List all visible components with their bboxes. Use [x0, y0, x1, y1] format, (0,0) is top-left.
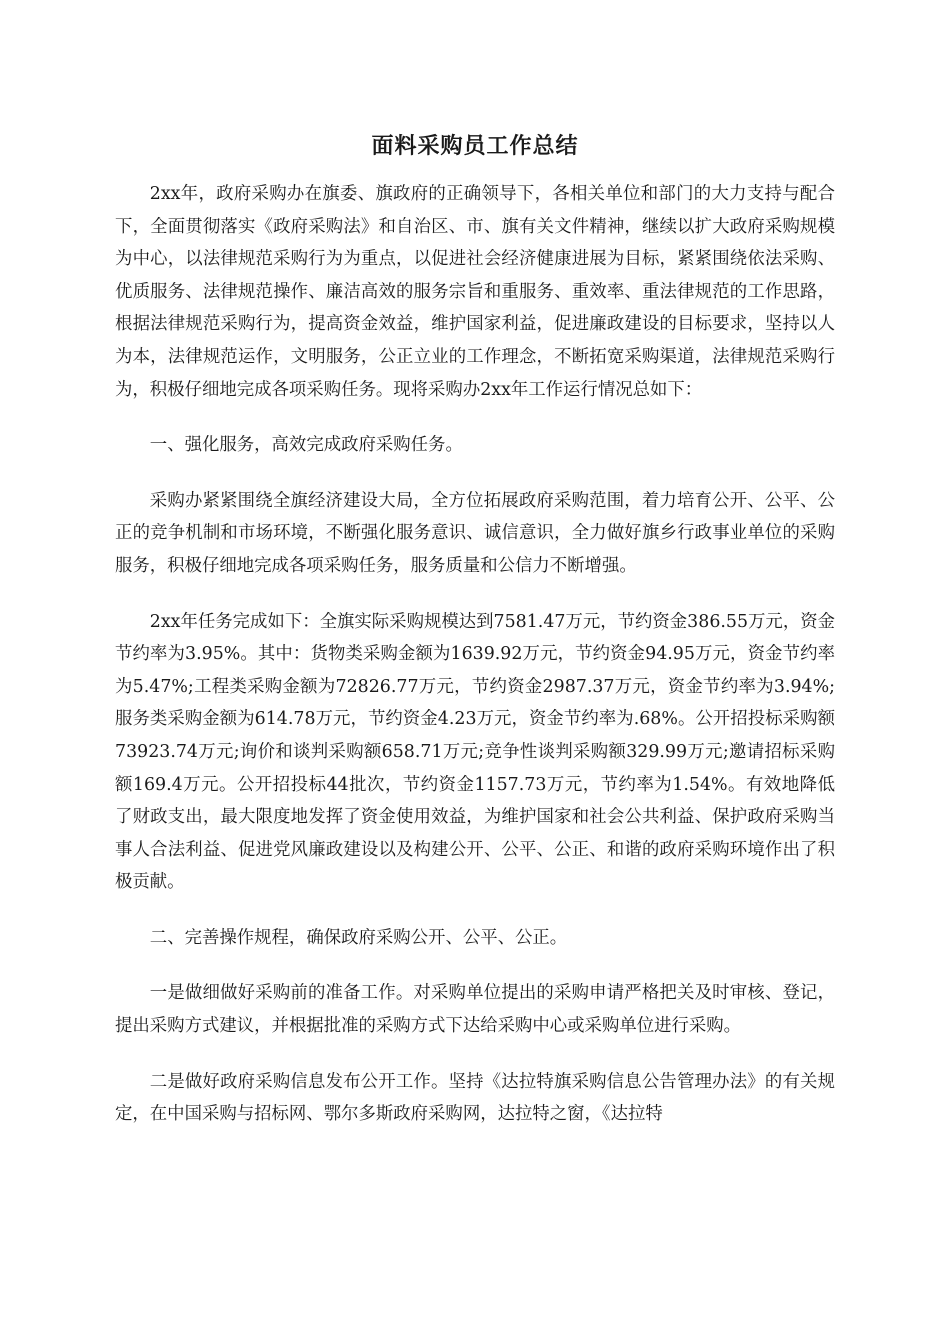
paragraph-intro: 2xx年，政府采购办在旗委、旗政府的正确领导下，各相关单位和部门的大力支持与配合下，全面贯彻落实《政府采购法》和自治区、市、旗有关文件精神，继续以扩大政府采购规模为中心，以法律规范采购行为为重点，以促进社会经济健康进展为目标，紧紧围绕依法采购、优质服务、法律规范操作、廉洁高效的服务宗旨和重服务、重效率、重法律规范的工作思路，根据法律规范采购行为，提高资金效益，维护国家利益，促进廉政建设的目标要求，坚持以人为本，法律规范运作，文明服务，公正立业的工作理念，不断拓宽采购渠道，法律规范采购行为，积极仔细地完成各项采购任务。现将采购办2xx年工作运行情况总如下： [115, 184, 835, 400]
paragraph-preparation: 一是做细做好采购前的准备工作。对采购单位提出的采购申请严格把关及时审核、登记，提出采购方式建议，并根据批准的采购方式下达给采购中心或采购单位进行采购。 [115, 983, 835, 1037]
section-heading-2: 二、完善操作规程，确保政府采购公开、公平、公正。 [149, 927, 568, 948]
document-body [115, 178, 835, 1154]
section-heading-1: 一、强化服务，高效完成政府采购任务。 [149, 435, 463, 456]
paragraph-publication: 二是做好政府采购信息发布公开工作。坚持《达拉特旗采购信息公告管理办法》的有关规定，在中国采购与招标网、鄂尔多斯政府采购网，达拉特之窗，《达拉特 [115, 1071, 835, 1125]
document-title: 面料采购员工作总结 [371, 133, 579, 159]
paragraph-figures: 2xx年任务完成如下：全旗实际采购规模达到7581.47万元，节约资金386.55万元，资金节约率为3.95%。其中：货物类采购金额为1639.92万元，节约资金94.95万元，资金节约率为5.47%;工程类采购金额为72826.77万元，节约资金2987.37万元，资金节约率为3.94%;服务类采购金额为614.78万元，节约资金4.23万元，资金节约率为.68%。公开招投标采购额73923.74万元;询价和谈判采购额658.71万元;竞争性谈判采购额329.99万元;邀请招标采购额169.4万元。公开招投标44批次，节约资金1157.73万元，节约率为1.54%。有效地降低了财政支出，最大限度地发挥了资金使用效益，为维护国家和社会公共利益、保护政府采购当事人合法利益、促进党风廉政建设以及构建公开、公平、公正、和谐的政府采购环境作出了积极贡献。 [115, 611, 835, 893]
paragraph-service: 采购办紧紧围绕全旗经济建设大局，全方位拓展政府采购范围，着力培育公开、公平、公正的竞争机制和市场环境，不断强化服务意识、诚信意识，全力做好旗乡行政事业单位的采购服务，积极仔细地完成各项采购任务，服务质量和公信力不断增强。 [115, 490, 835, 576]
